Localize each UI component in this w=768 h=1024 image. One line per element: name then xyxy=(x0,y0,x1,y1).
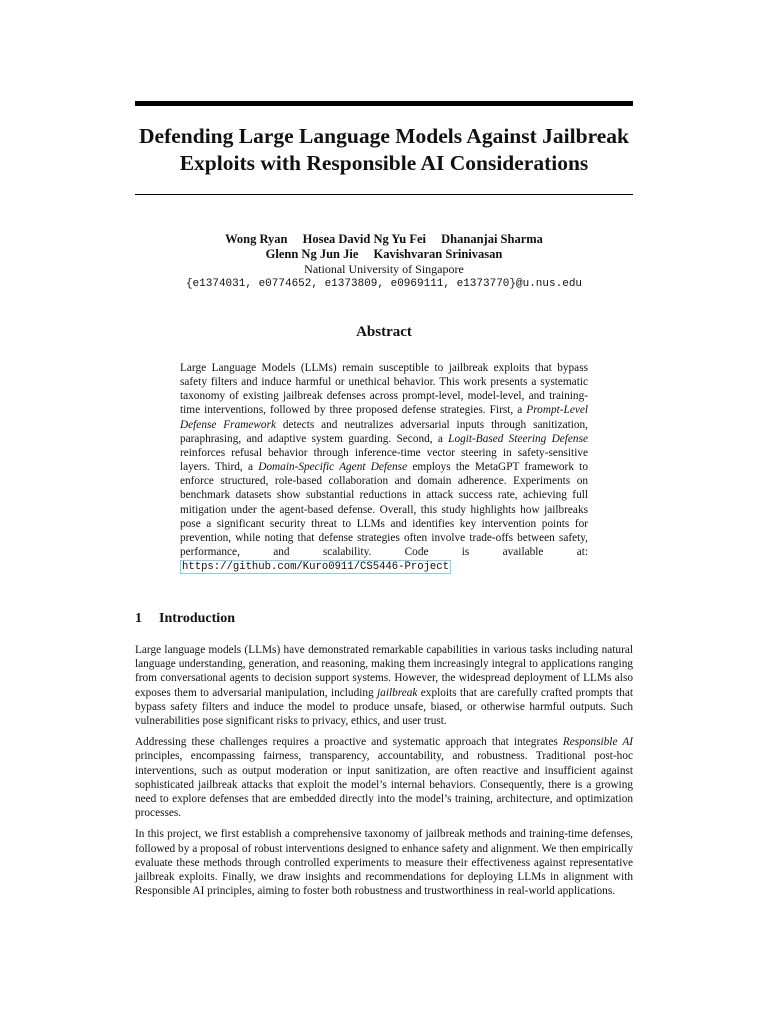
author-name: Kavishvaran Srinivasan xyxy=(373,247,503,261)
introduction-body xyxy=(135,643,633,905)
section-title: Introduction xyxy=(159,611,235,626)
abstract-text xyxy=(180,361,588,574)
author-emails: {e1374031, e0774652, e1373809, e0969111, e1373770}@u.nus.edu xyxy=(185,278,583,290)
abstract-text-part: detects and neutralizes adversarial inputs through sanitization, paraphrasing, and adaptive system guarding. Second, a xyxy=(180,418,588,445)
body-paragraph: In this project, we first establish a comprehensive taxonomy of jailbreak methods and training-time defenses, followed by a proposal of robust interventions designed to enhance safety and alignment. We then empirically evaluate these methods through controlled experiments to measure their effectiveness against representative jailbreak exploits. Finally, we draw insights and recommendations for deploying LLMs in alignment with Responsible AI principles, aiming to foster both robustness and trustworthiness in real-world applications. xyxy=(135,828,633,898)
abstract-heading: Abstract xyxy=(356,324,412,340)
body-paragraph xyxy=(135,735,633,820)
paragraph-text: exploits that are carefully crafted prompts that bypass safety filters and induce the model to produce unsafe, biased, or otherwise harmful outputs. Such vulnerabilities pose significant risks to privacy, ethics, and user trust. xyxy=(135,686,634,728)
author-names-line-1 xyxy=(100,232,668,247)
abstract-text-part: reinforces refusal behavior through inference-time vector steering in safety-sensitive layers. Third, a xyxy=(180,446,588,474)
author-names-line-2 xyxy=(100,247,668,262)
paragraph-emphasis: Responsible AI xyxy=(562,736,633,749)
title-bottom-rule xyxy=(135,194,633,195)
paragraph-emphasis: jailbreak xyxy=(377,686,418,699)
abstract-text-part: employs the MetaGPT framework to enforce structured, role-based collaboration and domain adherence. Experiments on benchmark datasets show substantial reductions in attack success rate, achieving full mitigation under the agent-based defense. Overall, this study highlights how jailbreaks pose a significant security threat to LLMs and identifies key intervention points for prevention, while noting that defense strategies often involve trade-offs between safety, performance, and scalability. Code is available at: xyxy=(180,461,588,559)
abstract-emphasis: Logit-Based Steering Defense xyxy=(448,432,588,445)
body-paragraph xyxy=(135,643,633,728)
abstract-emphasis: Domain-Specific Agent Defense xyxy=(258,461,408,474)
code-repository-link[interactable]: https://github.com/Kuro0911/CS5446-Project xyxy=(182,561,450,574)
author-block xyxy=(100,232,668,291)
abstract-emphasis: Prompt-Level Defense Framework xyxy=(180,404,588,431)
title-top-rule xyxy=(135,101,633,106)
author-affiliation: National University of Singapore xyxy=(304,262,464,276)
author-name: Dhananjai Sharma xyxy=(441,232,543,246)
section-heading-introduction xyxy=(135,611,235,627)
paper-title: Defending Large Language Models Against Jailbreak Exploits with Responsible AI Considerations xyxy=(139,124,629,175)
author-name: Glenn Ng Jun Jie xyxy=(265,247,359,261)
paragraph-text: Large language models (LLMs) have demonstrated remarkable capabilities in various tasks including natural language understanding, generation, and reasoning, making them increasingly integral to applications ranging from conversational agents to decision support systems. However, the widespread deployment of LLMs also exposes them to adversarial manipulation, including xyxy=(135,644,633,699)
abstract-text-part: Large Language Models (LLMs) remain susceptible to jailbreak exploits that bypass safety filters and induce harmful or unethical behavior. This work presents a systematic taxonomy of existing jailbreak defenses across prompt-level, model-level, and training-time interventions, followed by three proposed defense strategies. First, a xyxy=(180,362,588,417)
section-number: 1 xyxy=(135,611,142,626)
paragraph-text: Addressing these challenges requires a proactive and systematic approach that integrates xyxy=(135,736,563,749)
author-name: Wong Ryan xyxy=(225,232,288,246)
author-name: Hosea David Ng Yu Fei xyxy=(302,232,427,246)
paragraph-text: principles, encompassing fairness, transparency, accountability, and robustness. Traditional post-hoc interventions, such as output moderation or input sanitization, are often reactive and insufficient against sophisticated jailbreak attacks that exploit the model’s internal behaviors. Consequently, there is a growing need to explore defenses that are embedded directly into the model’s training, architecture, and optimization processes. xyxy=(135,750,633,820)
